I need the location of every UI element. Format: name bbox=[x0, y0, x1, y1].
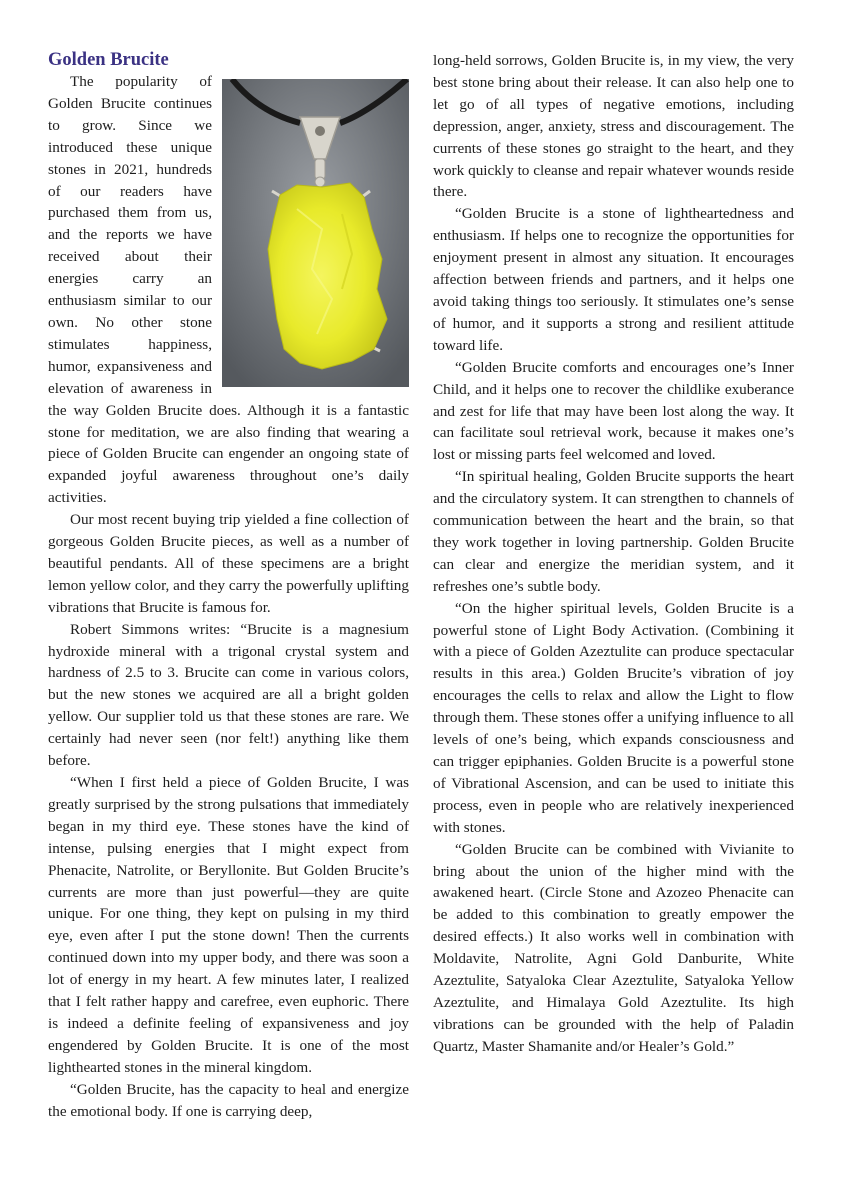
paragraph: “Golden Brucite comforts and encourages one’s Inner Child, and it helps one to recover the childlike exuberance and zest for life that may have been lost along the way. It can facilitate soul retrieval work, because it makes one’s lost or missing parts feel welcomed and loved. bbox=[433, 358, 794, 464]
left-column bbox=[48, 50, 409, 1123]
continuation-paragraph: long-held sorrows, Golden Brucite is, in my view, the very best stone bring about their release. It can also help one to let go of all types of negative emotions, including depression, anger, anxiety, stress and discouragement. The currents of these stones go straight to the heart, and they work quickly to cleanse and repair whatever wounds reside there. bbox=[433, 52, 794, 201]
right-column bbox=[433, 50, 794, 1058]
paragraph: Robert Simmons writes: “Brucite is a magnesium hydroxide mineral with a trigonal crystal system and hardness of 2.5 to 3. Brucite can come in various colors, but the new stones we acquired are all a bright golden yellow. Our supplier told us that these stones are rare. We certainly had never seen (nor felt!) anything like them before. bbox=[48, 620, 409, 770]
paragraph: “In spiritual healing, Golden Brucite supports the heart and the circulatory system. It can strengthen to channels of communication between the heart and the brain, so that they work together in loving partnership. Golden Brucite can clear and energize the meridian system, and it refreshes one’s subtle body. bbox=[433, 468, 794, 595]
paragraph: Our most recent buying trip yielded a fine collection of gorgeous Golden Brucite pieces, as well as a number of beautiful pendants. All of these specimens are a bright lemon yellow color, and they carry the powerfully uplifting vibrations that Brucite is famous for. bbox=[48, 511, 409, 616]
paragraph: “When I first held a piece of Golden Brucite, I was greatly surprised by the strong pulsations that immediately began in my third eye. These stones have the kind of intense, pulsing energies that I might expect from Phenacite, Natrolite, or Beryllonite. But Golden Brucite’s currents are more than just powerful––they are quite unique. For one thing, they kept on pulsing in my third eye, even after I put the stone down! Then the currents continued down into my upper body, and there was soon a lot of energy in my heart. A few minutes later, I realized that I felt rather happy and carefree, even euphoric. There is indeed a definite feeling of expansiveness and joy engendered by Golden Brucite. It is one of the most lighthearted stones in the mineral kingdom. bbox=[48, 774, 409, 1076]
paragraph: “On the higher spiritual levels, Golden Brucite is a powerful stone of Light Body Activation. (Combining it with a piece of Golden Azeztulite can produce spectacular results in this area.) Golden Brucite’s vibration of joy encourages the cells to relax and allow the Light to flow through them. These stones offer a unifying influence to all levels of one’s being, which expands consciousness and can trigger epiphanies. Golden Brucite is a powerful stone of Vibrational Ascension, and can be used to initiate this process, even in people who are relatively inexperienced with stones. bbox=[433, 599, 794, 836]
paragraph: “Golden Brucite, has the capacity to heal and energize the emotional body. If one is carrying deep, bbox=[48, 1080, 409, 1120]
page bbox=[48, 50, 794, 1160]
intro-paragraph: The popularity of Golden Brucite continues to grow. Since we introduced these unique stones in 2021, hundreds of our readers have purchased them from us, and the reports we have received about their energies carry an enthusiasm similar to our own. No other stone stimulates happiness, humor, expansiveness and elevation of awareness in the way Golden Brucite does. Although it is a fantastic stone for meditation, we are also finding that wearing a piece of Golden Brucite can engender an ongoing state of expanded joyful awareness throughout one’s daily activities. bbox=[48, 73, 409, 507]
paragraph: “Golden Brucite is a stone of lightheartedness and enthusiasm. If helps one to recognize the opportunities for enjoyment present in almost any situation. It encourages affection between friends and partners, and it helps one avoid taking things too seriously. It stimulates one’s sense of humor, and it supports a strong and resilient attitude toward life. bbox=[433, 205, 794, 354]
article-title: Golden Brucite bbox=[48, 50, 169, 70]
pendant-photo bbox=[222, 79, 409, 387]
pendant-illustration bbox=[222, 79, 409, 387]
paragraph: “Golden Brucite can be combined with Vivianite to bring about the union of the higher mind with the awakened heart. (Circle Stone and Azozeo Phenacite can be added to this combination to greatly empower the desired effects.) It also works well in combination with Moldavite, Natrolite, Agni Gold Danburite, White Azeztulite, Satyaloka Clear Azeztulite, Satyaloka Yellow Azeztulite, and Himalaya Gold Azeztulite. Its high vibrations can be grounded with the help of Paladin Quartz, Master Shamanite and/or Healer’s Gold.” bbox=[433, 840, 794, 1055]
